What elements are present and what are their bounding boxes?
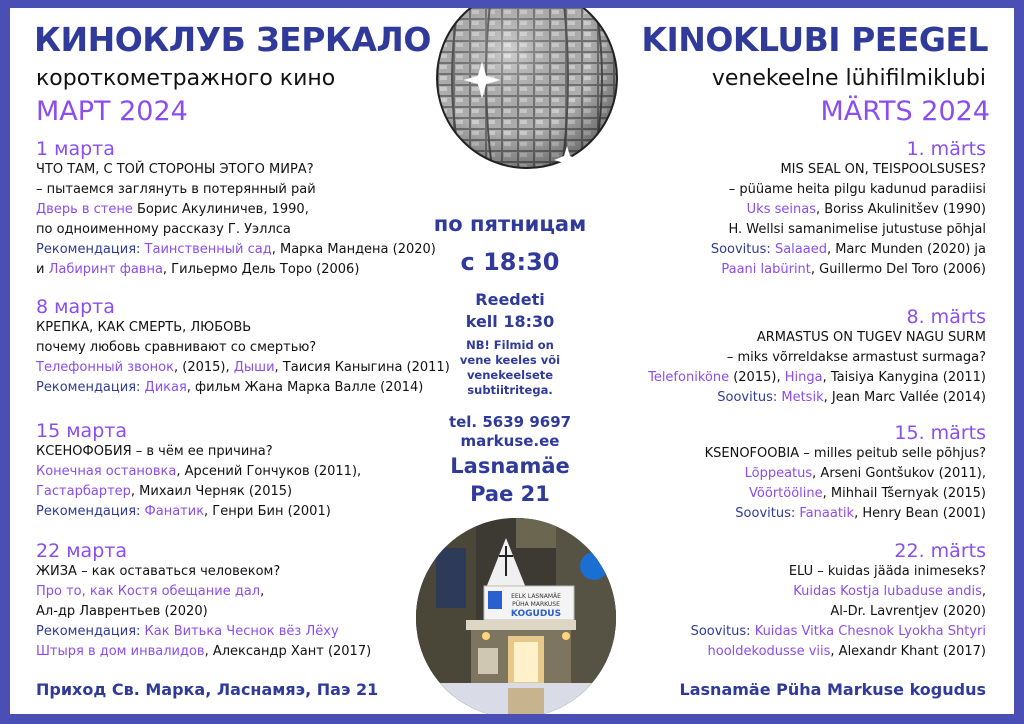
session-title: KSENOFOOBIA – milles peitub selle põhjus? — [704, 446, 986, 461]
session-title: ARMASTUS ON TUGEV NAGU SURM — [756, 330, 986, 345]
note-line: vene keeles või — [459, 353, 561, 367]
film-line — [36, 462, 361, 482]
session-title: КРЕПКА, КАК СМЕРТЬ, ЛЮБОВЬ — [36, 320, 252, 335]
session-date: 22 марта — [36, 540, 127, 562]
film-title: Гастарбартер — [36, 484, 131, 499]
film-director: Al-Dr. Lavrentjev (2020) — [830, 604, 986, 619]
recommendation-line-2 — [36, 642, 371, 662]
schedule-time-et: kell 18:30 — [465, 312, 555, 331]
session-date: 15 марта — [36, 420, 127, 442]
film-line — [705, 464, 986, 484]
film-title: Kuidas Kostja lubaduse andis — [793, 584, 982, 599]
rec-film-title: Дикая — [144, 380, 187, 395]
session-tagline: – püüame heita pilgu kadunud paradiisi — [728, 182, 986, 197]
rec-film-title: Как Витька Чеснок вёз Лёху — [144, 624, 339, 639]
film-line — [36, 582, 371, 602]
film-title: Конечная остановка — [36, 464, 177, 479]
film-credit: , Arseni Gontšukov (2011), — [812, 466, 986, 481]
rec-film-title: Paani labürint — [721, 262, 811, 277]
film-credit: , — [981, 584, 986, 599]
schedule-days-ru: по пятницам — [433, 212, 587, 236]
session-date: 8. märts — [906, 306, 986, 328]
church-entrance-image — [416, 518, 616, 714]
session-date: 8 марта — [36, 296, 115, 318]
left-title: КИНОКЛУБ ЗЕРКАЛО — [34, 20, 431, 59]
place-address: Pae 21 — [470, 482, 550, 506]
film-title: Telefoniköne — [648, 370, 730, 385]
film-credit: , — [260, 584, 265, 599]
website-link[interactable]: markuse.ee — [460, 432, 560, 450]
film-credit: , Таисия Каныгина (2011) — [274, 360, 450, 375]
left-session-1 — [36, 138, 436, 280]
rec-film-title: Fanaatik — [799, 506, 855, 521]
recommendation-line-2 — [691, 642, 986, 662]
and-word: и — [36, 262, 49, 277]
subtitle-note — [420, 338, 600, 398]
film-credit: , Арсений Гончуков (2011), — [176, 464, 362, 479]
film-line — [36, 358, 450, 378]
rec-film-title: hooldekodusse viis — [707, 644, 831, 659]
session-title: MIS SEAL ON, TEISPOOLSUSES? — [780, 162, 986, 177]
film-title: Дверь в стене — [36, 202, 133, 217]
left-session-4 — [36, 540, 371, 662]
film-line — [711, 200, 986, 220]
session-tagline: – пытаемся заглянуть в потерянный рай — [36, 182, 316, 197]
schedule-time-ru: с 18:30 — [460, 248, 560, 276]
left-session-2 — [36, 296, 450, 398]
right-session-2 — [648, 306, 986, 408]
recommendation-label: Soovitus: — [690, 624, 751, 639]
left-footer: Приход Св. Марка, Ласнамяэ, Паэ 21 — [36, 680, 379, 699]
right-session-3 — [705, 422, 986, 524]
recommendation-line — [36, 240, 436, 260]
rec-film-credit: , фильм Жана Марка Валле (2014) — [186, 380, 424, 395]
film-line — [705, 484, 986, 504]
film-director: Ал-др Лаврентьев (2020) — [36, 604, 208, 619]
left-session-3 — [36, 420, 361, 522]
recommendation-label: Рекомендация: — [36, 380, 141, 395]
recommendation-label: Soovitus: — [717, 390, 778, 405]
session-date: 1. märts — [906, 138, 986, 160]
rec-film-credit: , Alexandr Khant (2017) — [830, 644, 986, 659]
session-date: 15. märts — [894, 422, 986, 444]
recommendation-label: Рекомендация: — [36, 624, 141, 639]
rec-film-title: Фанатик — [144, 504, 205, 519]
right-month: MÄRTS 2024 — [820, 96, 990, 127]
rec-film-credit: , Александр Хант (2017) — [204, 644, 372, 659]
note-line: subtiitritega. — [467, 383, 553, 397]
film-credit: , Михаил Черняк (2015) — [130, 484, 293, 499]
recommendation-line-2 — [36, 260, 436, 280]
film-title: Дыши — [233, 360, 275, 375]
right-subtitle: venekeelne lühifilmiklubi — [711, 66, 986, 91]
note-line: NB! Filmid on — [466, 338, 554, 352]
session-title: КСЕНОФОБИЯ – в чём ее причина? — [36, 444, 273, 459]
recommendation-label: Soovitus: — [735, 506, 796, 521]
session-date: 1 марта — [36, 138, 115, 160]
rec-film-title: Штыря в дом инвалидов — [36, 644, 205, 659]
film-credit: , Taisiya Kanygina (2011) — [822, 370, 986, 385]
session-tagline: почему любовь сравнивают со смертью? — [36, 340, 317, 355]
recommendation-line — [648, 388, 986, 408]
rec-film-title: Kuidas Vitka Chesnok Lyokha Shtyri — [754, 624, 986, 639]
right-session-1 — [711, 138, 986, 280]
right-session-4 — [691, 540, 986, 662]
session-title: ЖИЗА – как оставаться человеком? — [36, 564, 281, 579]
recommendation-label: Soovitus: — [710, 242, 771, 257]
schedule-days-et: Reedeti — [475, 290, 545, 309]
recommendation-line — [691, 622, 986, 642]
film-line — [36, 482, 361, 502]
right-title: KINOKLUBI PEEGEL — [641, 20, 988, 59]
recommendation-line-2 — [711, 260, 986, 280]
poster — [10, 8, 1014, 714]
rec-film-credit: , Guillermo Del Toro (2006) — [810, 262, 986, 277]
place-name: Lasnamäe — [450, 454, 570, 478]
rec-film-title: Metsik — [781, 390, 824, 405]
rec-film-credit: , Henry Bean (2001) — [854, 506, 986, 521]
disco-ball-icon — [422, 8, 632, 178]
sign-line: KOGUDUS — [510, 609, 562, 619]
recommendation-line — [711, 240, 986, 260]
film-title: Uks seinas — [746, 202, 816, 217]
left-month: МАРТ 2024 — [36, 96, 188, 127]
film-title: Võõrtööline — [749, 486, 823, 501]
rec-film-title: Таинственный сад — [144, 242, 272, 257]
recommendation-line — [36, 502, 361, 522]
recommendation-line — [36, 622, 371, 642]
film-line — [36, 200, 436, 220]
recommendation-line — [705, 504, 986, 524]
rec-film-credit: , Марка Мандена (2020) — [271, 242, 436, 257]
film-credit: , Boriss Akulinitšev (1990) — [815, 202, 986, 217]
phone-number[interactable]: tel. 5639 9697 — [448, 413, 572, 431]
session-title: ELU – kuidas jääda inimeseks? — [788, 564, 986, 579]
sign-line: EELK LASNAMÄE — [511, 593, 561, 600]
recommendation-line — [36, 378, 450, 398]
session-title: ЧТО ТАМ, С ТОЙ СТОРОНЫ ЭТОГО МИРА? — [36, 162, 314, 177]
film-title: Hinga — [784, 370, 823, 385]
rec-film-credit: , Marc Munden (2020) ja — [826, 242, 986, 257]
church-photo — [416, 518, 616, 714]
session-note: по одноименному рассказу Г. Уэллса — [36, 222, 291, 237]
left-subtitle: короткометражного кино — [36, 66, 336, 91]
session-tagline: – miks võrreldakse armastust surmaga? — [726, 350, 986, 365]
rec-film-title: Salaaed — [774, 242, 827, 257]
film-line — [691, 582, 986, 602]
session-note: H. Wellsi samanimelise jutustuse põhjal — [728, 222, 986, 237]
rec-film-credit: , Jean Marc Vallée (2014) — [823, 390, 986, 405]
note-line: venekeelsete — [466, 368, 554, 382]
sign-line: PÜHA MARKUSE — [512, 601, 560, 608]
session-date: 22. märts — [894, 540, 986, 562]
film-credit: (2015), — [729, 370, 785, 385]
film-line — [648, 368, 986, 388]
rec-film-credit: , Генри Бин (2001) — [204, 504, 331, 519]
film-credit: , Mihhail Tšernyak (2015) — [822, 486, 986, 501]
film-title: Про то, как Костя обещание дал — [36, 584, 261, 599]
film-title: Телефонный звонок — [36, 360, 174, 375]
rec-film-title: Лабиринт фавна — [48, 262, 163, 277]
film-credit: , (2015), — [174, 360, 234, 375]
rec-film-credit: , Гильермо Дель Торо (2006) — [162, 262, 360, 277]
recommendation-label: Рекомендация: — [36, 504, 141, 519]
film-credit: Борис Акулиничев, 1990, — [132, 202, 309, 217]
right-footer: Lasnamäe Püha Markuse kogudus — [679, 680, 986, 699]
film-title: Lõppeatus — [744, 466, 813, 481]
recommendation-label: Рекомендация: — [36, 242, 141, 257]
